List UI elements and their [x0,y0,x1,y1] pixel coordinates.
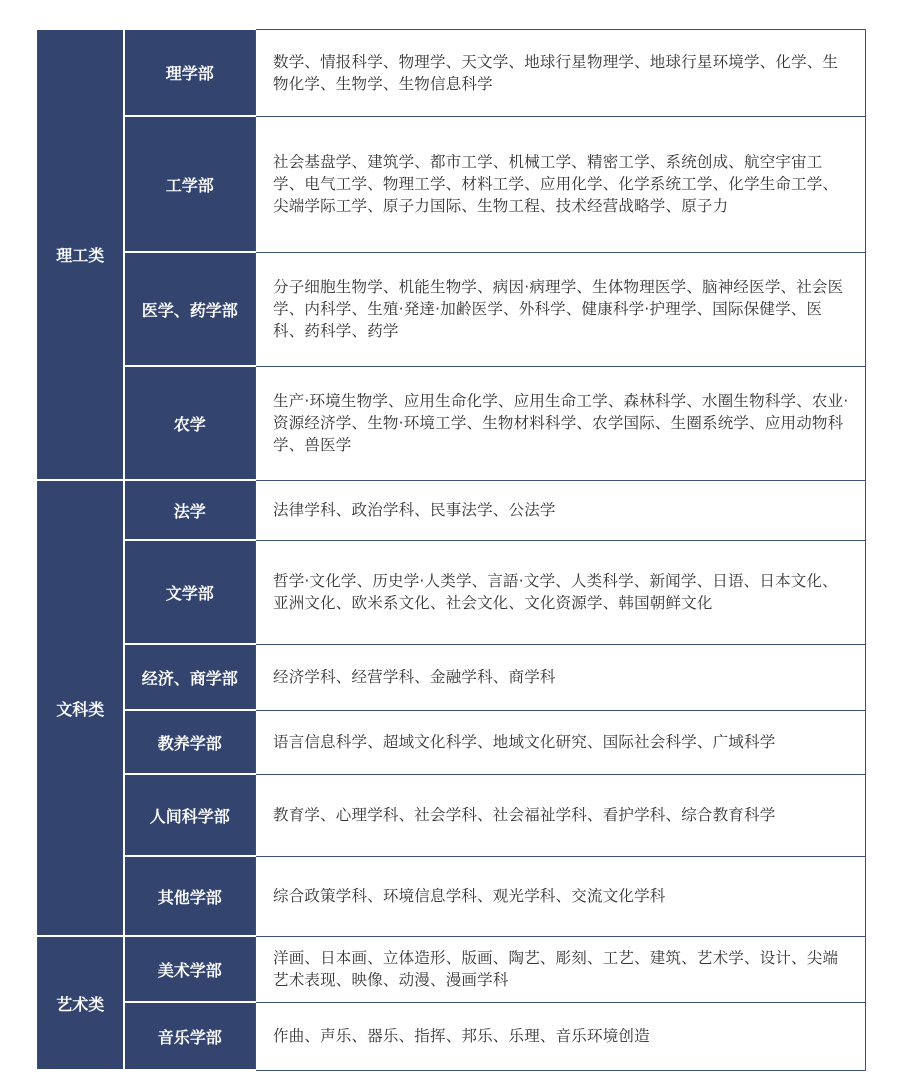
department-cell: 法学 [124,480,256,540]
subjects-text: 生产·环境生物学、应用生命化学、应用生命工学、森林科学、水圈生物科学、农业·资源经济学、生物·环境工学、生物材料科学、农学国际、生圈系统学、应用动物科学、兽医学 [273,392,849,454]
subjects-cell [256,540,866,644]
table-row [38,710,866,774]
table-row [38,29,866,116]
subjects-cell [256,774,866,856]
subjects-text: 社会基盘学、建筑学、都市工学、机械工学、精密工学、系统创成、航空宇宙工学、电气工学、物理工学、材料工学、应用化学、化学系统工学、化学生命工学、尖端学际工学、原子力国际、生物工程、技术经营战略学、原子力 [273,153,839,215]
subjects-text: 洋画、日本画、立体造形、版画、陶艺、彫刻、工艺、建筑、艺术学、设计、尖端艺术表现、映像、动漫、漫画学科 [273,949,839,989]
subjects-cell [256,29,866,116]
subjects-text: 综合政策学科、环境信息学科、观光学科、交流文化学科 [273,887,666,905]
table-row [38,1002,866,1070]
department-table [37,28,866,1071]
table-row [38,252,866,366]
subjects-cell [256,366,866,480]
subjects-cell [256,644,866,710]
subjects-cell [256,116,866,252]
subjects-text: 数学、情报科学、物理学、天文学、地球行星物理学、地球行星环境学、化学、生物化学、生物学、生物信息科学 [273,52,839,93]
subjects-text: 分子细胞生物学、机能生物学、病因·病理学、生体物理医学、脑神经医学、社会医学、内科学、生殖·発達·加齢医学、外科学、健康科学·护理学、国际保健学、医科、药科学、药学 [273,278,844,340]
subjects-text: 哲学·文化学、历史学·人类学、言語·文学、人类科学、新闻学、日语、日本文化、亚洲文化、欧米系文化、社会文化、文化资源学、韩国朝鲜文化 [273,572,838,612]
department-cell: 工学部 [124,116,256,252]
subjects-text: 教育学、心理学科、社会学科、社会福祉学科、看护学科、综合教育科学 [273,806,776,824]
table-row [38,116,866,252]
department-cell: 经济、商学部 [124,644,256,710]
department-cell: 医学、药学部 [124,252,256,366]
table-row [38,774,866,856]
category-cell: 艺术类 [38,936,124,1070]
department-cell: 理学部 [124,29,256,116]
department-cell: 教养学部 [124,710,256,774]
department-cell: 人间科学部 [124,774,256,856]
table-row [38,366,866,480]
department-cell: 其他学部 [124,856,256,936]
subjects-text: 经济学科、经营学科、金融学科、商学科 [273,668,556,686]
table-row [38,856,866,936]
table-row [38,480,866,540]
subjects-cell [256,1002,866,1070]
subjects-text: 作曲、声乐、器乐、指挥、邦乐、乐理、音乐环境创造 [273,1027,650,1045]
department-cell: 音乐学部 [124,1002,256,1070]
subjects-text: 语言信息科学、超域文化科学、地域文化研究、国际社会科学、广域科学 [273,733,776,751]
department-cell: 美术学部 [124,936,256,1002]
table-row [38,644,866,710]
subjects-cell [256,480,866,540]
table-row [38,936,866,1002]
subjects-cell [256,252,866,366]
subjects-text: 法律学科、政治学科、民事法学、公法学 [273,501,556,519]
department-cell: 文学部 [124,540,256,644]
subjects-cell [256,936,866,1002]
subjects-cell [256,856,866,936]
subjects-cell [256,710,866,774]
department-cell: 农学 [124,366,256,480]
category-cell: 文科类 [38,480,124,936]
category-cell: 理工类 [38,29,124,480]
table-row [38,540,866,644]
